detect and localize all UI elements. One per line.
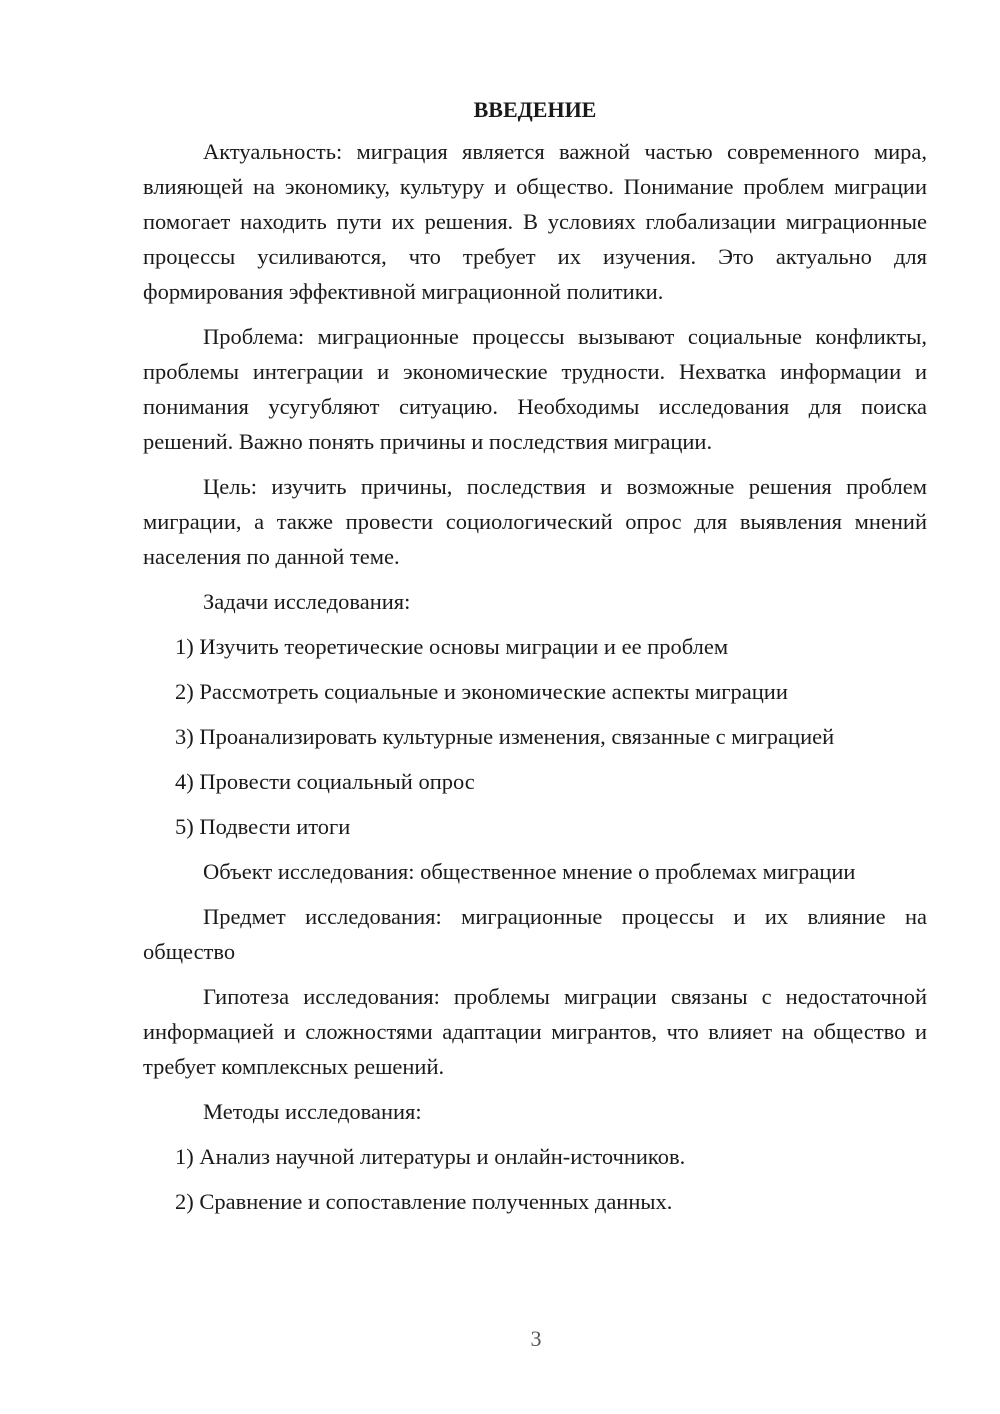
object-line: Объект исследования: общественное мнение о проблемах миграции — [203, 859, 856, 884]
hypothesis-paragraph: Гипотеза исследования: проблемы миграции связаны с недостаточной информацией и сложностями адаптации мигрантов, что влияет на общество и требует комплексных решений. — [143, 984, 927, 1079]
methods-heading: Методы исследования: — [203, 1099, 422, 1124]
tasks-heading: Задачи исследования: — [203, 589, 411, 614]
list-item: 1) Анализ научной литературы и онлайн-источников. — [175, 1144, 686, 1169]
tasks-list — [143, 629, 927, 844]
problem-paragraph: Проблема: миграционные процессы вызывают социальные конфликты, проблемы интеграции и экономические трудности. Нехватка информации и понимания усугубляют ситуацию. Необходимы исследования для поиска решений. Важно понять причины и последствия миграции. — [143, 324, 927, 454]
list-item: 5) Подвести итоги — [175, 814, 351, 839]
list-item: 4) Провести социальный опрос — [175, 769, 475, 794]
methods-list — [143, 1139, 927, 1219]
page-number: 3 — [530, 1326, 542, 1351]
section-title: ВВЕДЕНИЕ — [473, 97, 597, 122]
list-item: 2) Рассмотреть социальные и экономические аспекты миграции — [175, 679, 788, 704]
list-item: 3) Проанализировать культурные изменения, связанные с миграцией — [175, 724, 835, 749]
list-item: 2) Сравнение и сопоставление полученных данных. — [175, 1189, 673, 1214]
goal-paragraph: Цель: изучить причины, последствия и возможные решения проблем миграции, а также провести социологический опрос для выявления мнений населения по данной теме. — [143, 474, 927, 569]
subject-paragraph: Предмет исследования: миграционные процессы и их влияние на общество — [143, 904, 927, 964]
list-item: 1) Изучить теоретические основы миграции и ее проблем — [175, 634, 729, 659]
relevance-paragraph: Актуальность: миграция является важной частью современного мира, влияющей на экономику, культуру и общество. Понимание проблем миграции помогает находить пути их решения. В условиях глобализации миграционные процессы усиливаются, что требует их изучения. Это актуально для формирования эффективной миграционной политики. — [143, 139, 927, 304]
document-page — [143, 92, 927, 1229]
